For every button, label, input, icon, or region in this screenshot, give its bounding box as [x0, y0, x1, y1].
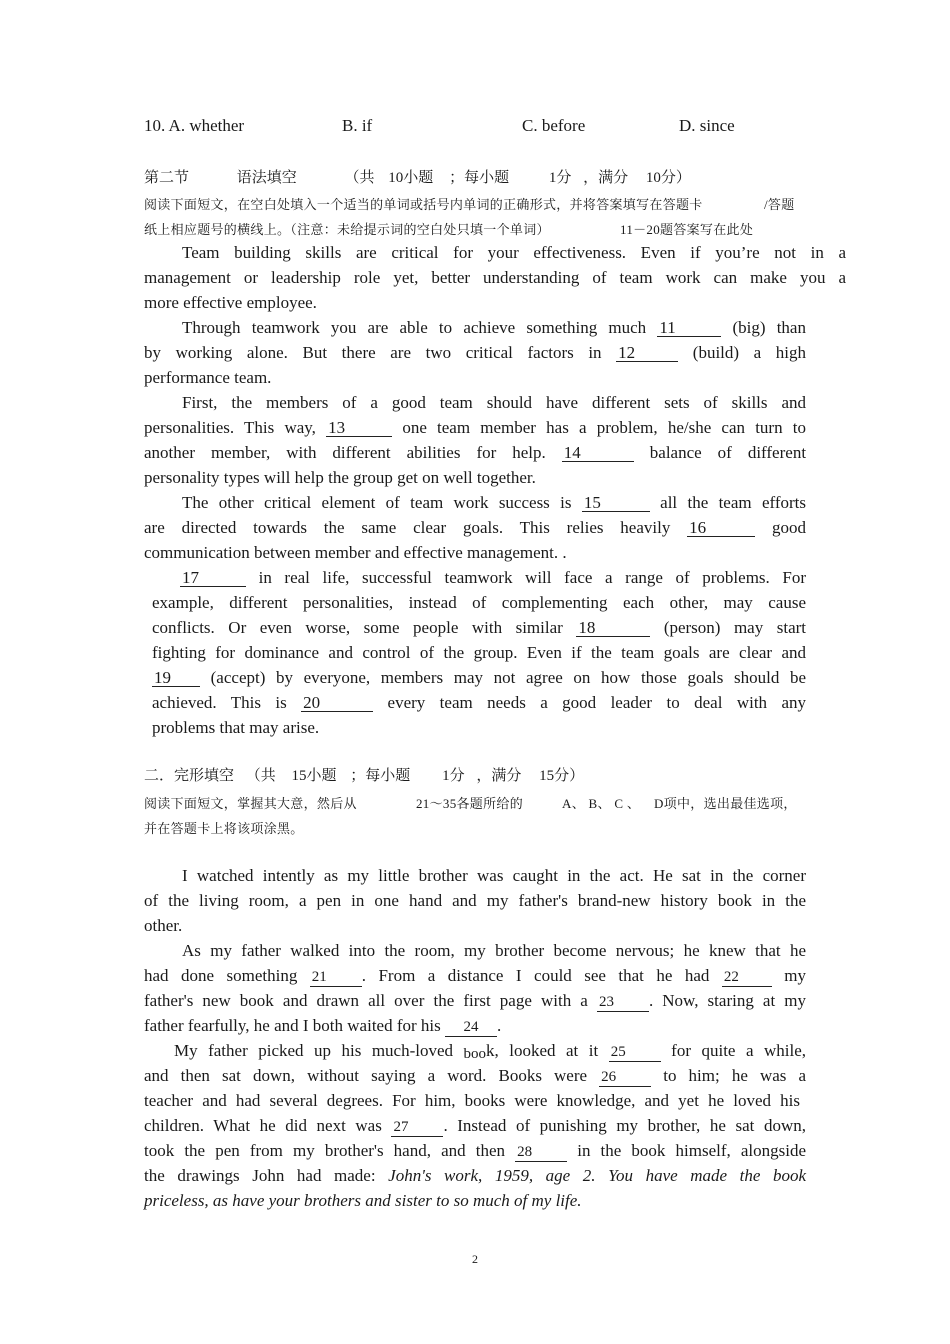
passage-text: conflicts. Or even worse, some people with similar [152, 618, 563, 637]
blank-18[interactable]: 18 [576, 619, 650, 637]
passage-text: good [772, 518, 806, 537]
passage-text: the drawings John had made: [144, 1166, 376, 1185]
section1-title: 语法填空 [236, 170, 297, 186]
passage-text: . [497, 1016, 502, 1035]
section1-instruction-line1-end: /答题 [764, 197, 795, 212]
cloze-passage-line [144, 1163, 806, 1188]
blank-20[interactable]: 20 [301, 694, 373, 712]
passage-text: another member, with different abilities for help. [144, 443, 546, 462]
section2-instruction-part: 21～35各题所给的 [416, 796, 523, 811]
passage-text: Through teamwork you are able to achieve something much [182, 318, 647, 337]
cloze-passage-line: of the living room, a pen in one hand and my father's brand-new history book in the [144, 891, 806, 910]
section2-header-part: ，满分 [476, 768, 522, 784]
passage-text: every team needs a good leader to deal with any [387, 693, 807, 712]
blank-27[interactable]: 27 [391, 1119, 443, 1137]
grammar-passage-line: example, different personalities, instead of complementing each other, may cause [152, 593, 806, 612]
section2-header-part: 15小题 [291, 768, 337, 784]
passage-text: . From a distance I could see that he had [361, 966, 710, 985]
section1-header-part: ；每小题 [449, 170, 510, 186]
grammar-passage-line: fighting for dominance and control of the group. Even if the team goals are clear and [152, 643, 806, 662]
cloze-passage-line: other. [144, 916, 183, 935]
cloze-passage-line [144, 1038, 806, 1065]
cloze-passage-line [144, 1063, 806, 1088]
grammar-passage-line: management or leadership role yet, better understanding of team work can make you a [144, 268, 846, 287]
passage-text: , looked at it [494, 1041, 599, 1060]
section1-header-part: 10分） [645, 170, 691, 186]
q10-option-d: D. since [679, 116, 735, 135]
passage-text: father's new book and drawn all over the first page with a [144, 991, 588, 1010]
grammar-passage-line [144, 490, 806, 515]
cloze-passage-line: As my father walked into the room, my brother become nervous; he knew that he [182, 941, 806, 960]
passage-text: father fearfully, he and I both waited for his [144, 1016, 441, 1035]
passage-text: My father picked up his much-loved [174, 1041, 454, 1060]
cloze-passage-line: I watched intently as my little brother was caught in the act. He sat in the corner [182, 866, 806, 885]
blank-19[interactable]: 19 [152, 669, 200, 687]
blank-16[interactable]: 16 [687, 519, 755, 537]
grammar-passage-line [152, 665, 806, 690]
blank-12[interactable]: 12 [616, 344, 678, 362]
passage-text: all the team efforts [660, 493, 807, 512]
grammar-passage-line: communication between member and effective management. . [144, 543, 567, 562]
passage-text: The other critical element of team work success is [182, 493, 572, 512]
passage-text: my [784, 966, 807, 985]
section2-instruction-part: D项中，选出最佳选项， [654, 796, 797, 811]
italic-inscription: priceless, as have your brothers and sister to so much of my life. [144, 1191, 582, 1210]
grammar-passage-line [144, 515, 806, 540]
passage-text: . Instead of punishing my brother, he sat down, [443, 1116, 807, 1135]
passage-text: achieved. This is [152, 693, 287, 712]
word-book-part: boo [463, 1046, 487, 1062]
section2-header-part: ；每小题 [350, 768, 411, 784]
italic-inscription: John's work, 1959, age 2. You have made the book [388, 1166, 807, 1185]
blank-23[interactable]: 23 [597, 994, 649, 1012]
passage-text: by working alone. But there are two critical factors in [144, 343, 602, 362]
grammar-passage-line [144, 340, 806, 365]
section1-header-part: 第二节 [144, 170, 190, 186]
passage-text: for quite a while, [671, 1041, 806, 1060]
blank-11[interactable]: 11 [657, 319, 721, 337]
cloze-passage-line [144, 963, 806, 988]
blank-28[interactable]: 28 [515, 1144, 567, 1162]
section2-header-part: 1分 [442, 768, 465, 784]
blank-26[interactable]: 26 [599, 1069, 651, 1087]
blank-24[interactable]: 24 [445, 1019, 497, 1037]
grammar-passage-line: First, the members of a good team should have different sets of skills and [182, 393, 806, 412]
passage-text: and then sat down, without saying a word. Books were [144, 1066, 588, 1085]
passage-text: (big) than [732, 318, 806, 337]
passage-text: (build) a high [692, 343, 807, 362]
grammar-passage-line [152, 615, 806, 640]
grammar-passage-line: Team building skills are critical for your effectiveness. Even if you’re not in a [182, 243, 846, 262]
blank-17[interactable]: 17 [180, 569, 246, 587]
word-book [464, 1041, 495, 1060]
grammar-passage-line: problems that may arise. [152, 718, 320, 737]
grammar-passage-line: personality types will help the group get on well together. [144, 468, 536, 487]
blank-14[interactable]: 14 [562, 444, 634, 462]
section1-header [144, 166, 691, 187]
page-number: 2 [472, 1252, 478, 1266]
section2-instruction-part: A、 B、 C 、 [562, 796, 641, 811]
passage-text: took the pen from my brother's hand, and then [144, 1141, 505, 1160]
passage-text: personalities. This way, [144, 418, 316, 437]
cloze-passage-line [144, 1113, 806, 1138]
grammar-passage-line [144, 415, 806, 440]
passage-text: in real life, successful teamwork will face a range of problems. For [258, 568, 807, 587]
section2-header [144, 764, 584, 785]
section2-instruction-line1: 阅读下面短文，掌握其大意，然后从 [144, 796, 357, 811]
section2-header-part: （共 [245, 768, 276, 784]
passage-text: balance of different [649, 443, 807, 462]
blank-22[interactable]: 22 [722, 969, 772, 987]
grammar-passage-line [152, 690, 806, 715]
grammar-passage-line [152, 565, 806, 590]
grammar-passage-line [144, 315, 806, 340]
grammar-passage-line [144, 440, 806, 465]
passage-text: in the book himself, alongside [577, 1141, 807, 1160]
grammar-passage-line: more effective employee. [144, 293, 317, 312]
word-book-part: k [486, 1041, 495, 1060]
passage-text: (person) may start [663, 618, 806, 637]
instruction-text: 阅读下面短文，在空白处填入一个适当的单词或括号内单词的正确形式，并将答案填写在答题卡 [144, 197, 703, 212]
cloze-passage-line [144, 1188, 582, 1213]
passage-text: are directed towards the same clear goals. This relies heavily [144, 518, 671, 537]
cloze-passage-line [144, 1138, 806, 1163]
section1-header-part: （共 [344, 170, 375, 186]
grammar-passage-line: performance team. [144, 368, 272, 387]
blank-21[interactable]: 21 [310, 969, 362, 987]
passage-text: (accept) by everyone, members may not agree on how those goals should be [210, 668, 807, 687]
cloze-passage-line [144, 988, 806, 1013]
section2-header-part: 15分） [539, 768, 585, 784]
q10-option-c: C. before [522, 116, 586, 135]
cloze-passage-line: teacher and had several degrees. For him, books were knowledge, and yet he loved his [144, 1091, 800, 1110]
passage-text: to him; he was a [663, 1066, 807, 1085]
blank-15[interactable]: 15 [582, 494, 650, 512]
section2-title: 二．完形填空 [144, 766, 235, 784]
answer-area-note: 11－20题答案写在此处 [620, 222, 754, 237]
section1-instruction-line1 [144, 194, 703, 213]
blank-13[interactable]: 13 [326, 419, 392, 437]
q10-option-a: 10. A. whether [144, 116, 245, 135]
section2-instruction-line2: 并在答题卡上将该项涂黑。 [144, 821, 304, 836]
passage-text: had done something [144, 966, 298, 985]
section1-instruction-line2: 纸上相应题号的横线上。（注意：未给提示词的空白处只填一个单词） [144, 222, 550, 237]
cloze-passage-line [144, 1013, 501, 1038]
passage-text: one team member has a problem, he/she can turn to [402, 418, 806, 437]
q10-option-b: B. if [342, 116, 373, 135]
blank-25[interactable]: 25 [609, 1044, 661, 1062]
passage-text: children. What he did next was [144, 1116, 382, 1135]
passage-text: . Now, staring at my [648, 991, 806, 1010]
section1-header-part: 1分 [548, 170, 572, 186]
section1-header-part: ，满分 [583, 170, 629, 186]
section1-header-part: 10小题 [388, 170, 434, 186]
